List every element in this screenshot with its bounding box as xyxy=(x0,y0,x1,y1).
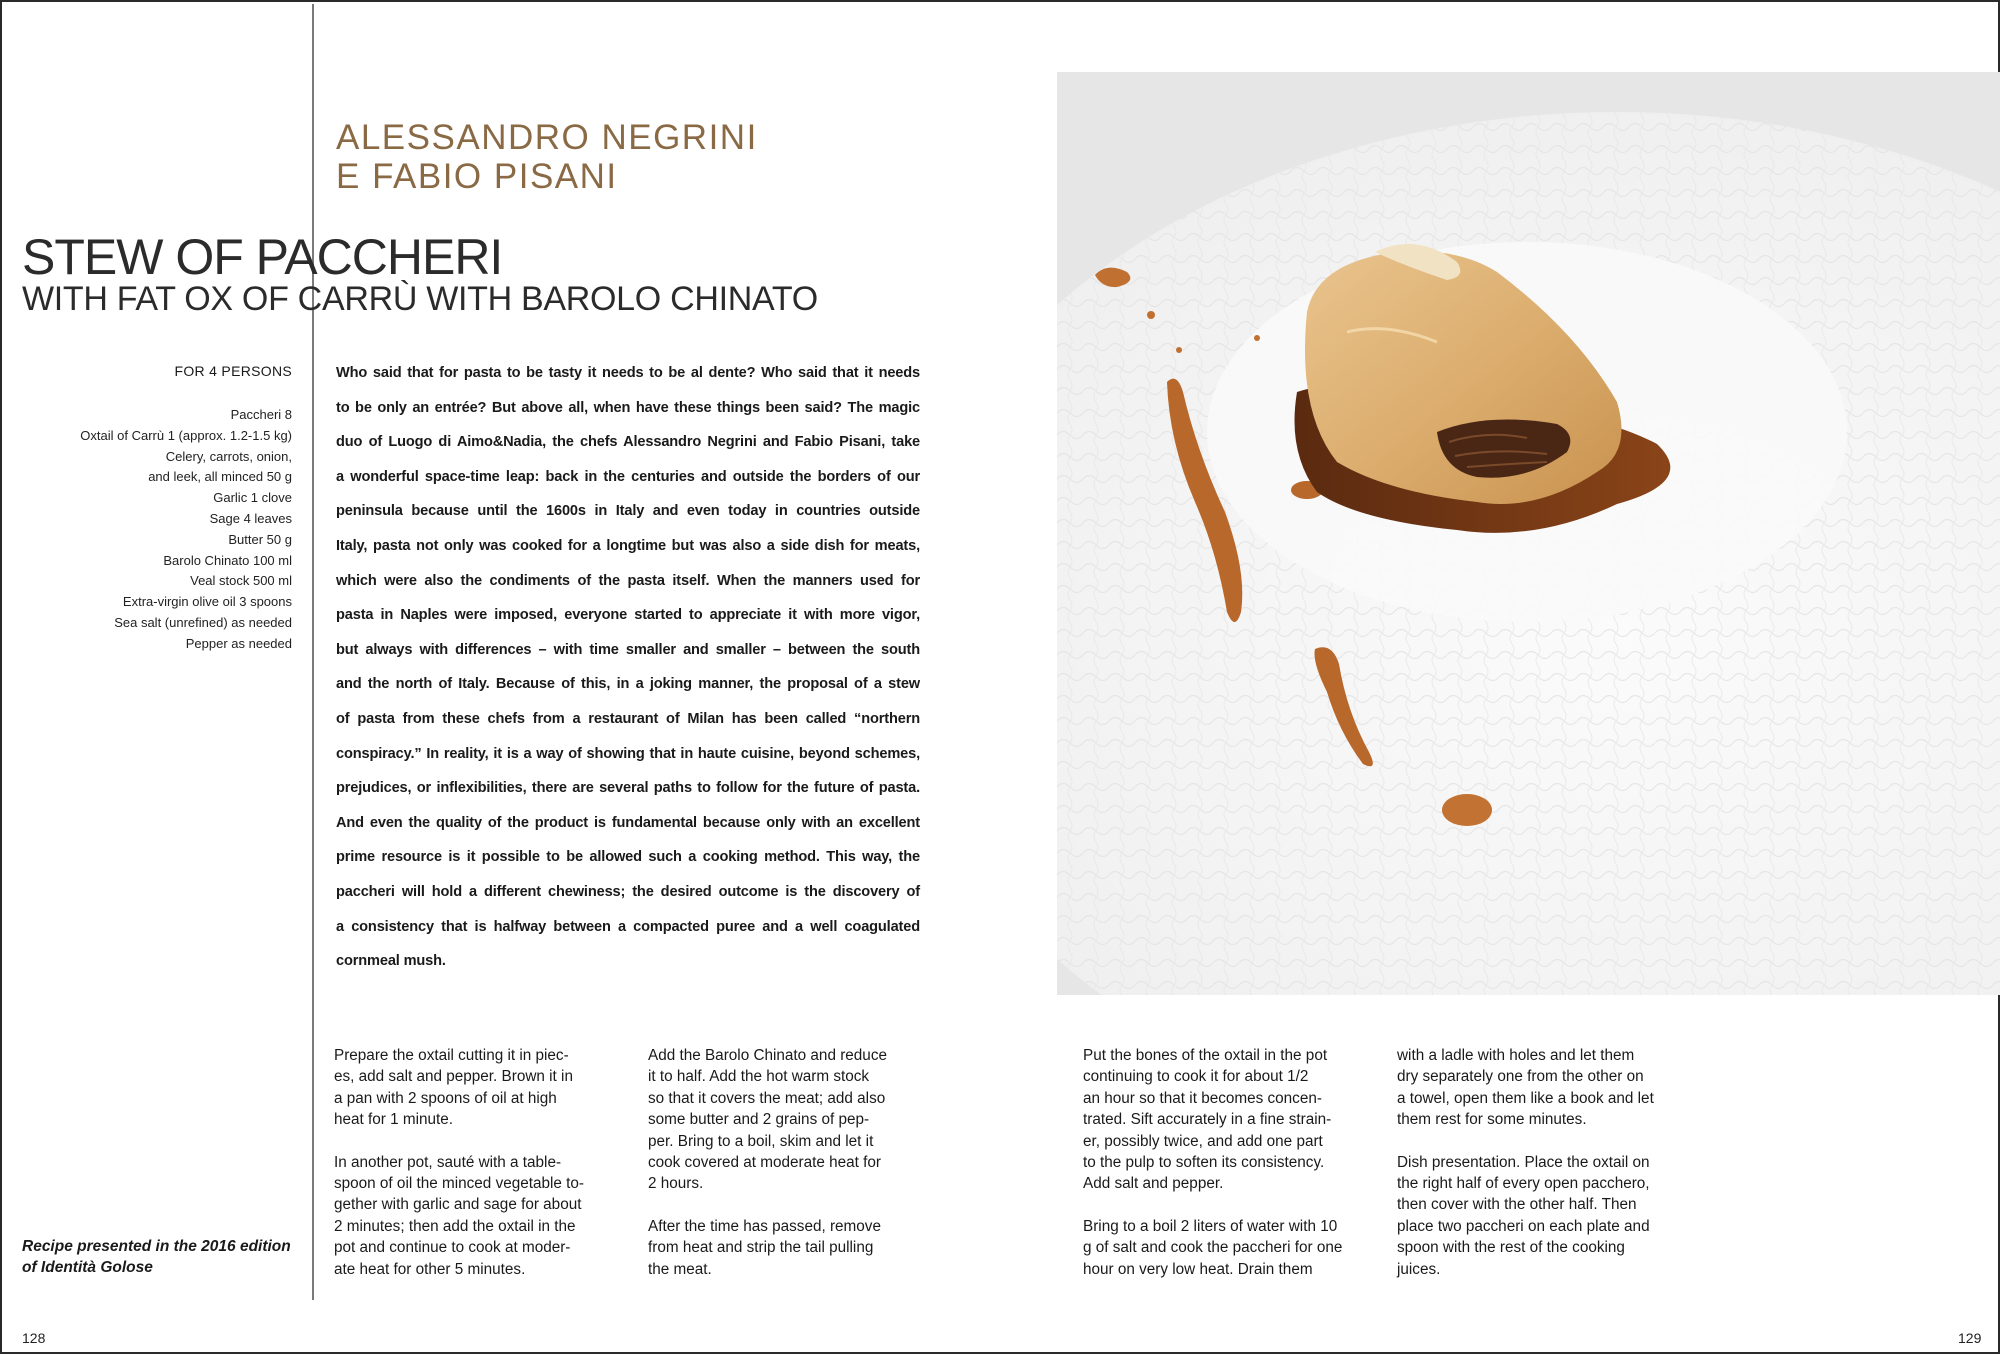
recipe-credit xyxy=(22,1236,297,1278)
method-line: pot and continue to cook at moder- xyxy=(334,1239,571,1257)
intro-line: a consistency that is halfway between a compacted puree and a well coagulated xyxy=(336,918,920,935)
sauce-dot xyxy=(1147,311,1155,319)
ingredient-item: Veal stock 500 ml xyxy=(190,573,292,589)
method-line: cook covered at moderate heat for xyxy=(648,1154,881,1172)
intro-line: And even the quality of the product is fundamental because only with an excellent xyxy=(336,814,920,831)
vertical-rule xyxy=(312,4,314,1300)
method-paragraph xyxy=(1397,1152,1667,1280)
method-column-1 xyxy=(334,1045,604,1301)
method-line: with a ladle with holes and let them xyxy=(1397,1047,1635,1064)
method-line: trated. Sift accurately in a fine strain- xyxy=(1083,1111,1332,1129)
method-line: 2 hours. xyxy=(648,1175,704,1193)
method-line: er, possibly twice, and add one part xyxy=(1083,1132,1323,1150)
method-line: heat for 1 minute. xyxy=(334,1111,454,1129)
method-line: Dish presentation. Place the oxtail on xyxy=(1397,1153,1650,1171)
method-paragraph xyxy=(1083,1216,1353,1280)
intro-line: a wonderful space-time leap: back in the centuries and outside the borders of our xyxy=(336,468,920,485)
sauce-drop xyxy=(1442,794,1492,826)
method-line: Put the bones of the oxtail in the pot xyxy=(1083,1047,1328,1064)
method-line: spoon of oil the minced vegetable to- xyxy=(334,1175,585,1193)
method-line: then cover with the other half. Then xyxy=(1397,1196,1637,1214)
method-line: Add the Barolo Chinato and reduce xyxy=(648,1047,887,1064)
servings-heading: FOR 4 PERSONS xyxy=(174,363,292,379)
method-line: a pan with 2 spoons of oil at high xyxy=(334,1089,557,1107)
ingredient-item: Paccheri 8 xyxy=(230,407,292,422)
method-line: the right half of every open pacchero, xyxy=(1397,1175,1650,1193)
intro-line: cornmeal mush. xyxy=(336,953,446,970)
method-column-2 xyxy=(648,1045,918,1301)
dish-photo-illustration xyxy=(1057,72,2000,995)
method-line: the meat. xyxy=(648,1260,712,1278)
ingredient-item: Butter 50 g xyxy=(228,531,292,547)
method-column-4 xyxy=(1397,1045,1667,1301)
ingredient-item: Garlic 1 clove xyxy=(213,490,292,506)
intro-line: which were also the condiments of the pasta itself. When the manners used for xyxy=(336,572,920,589)
method-line: place two paccheri on each plate and xyxy=(1397,1217,1650,1235)
ingredient-item: and leek, all minced 50 g xyxy=(148,469,292,485)
chef-name-line-1: ALESSANDRO NEGRINI xyxy=(336,118,758,157)
ingredient-item: Sage 4 leaves xyxy=(209,510,292,526)
method-line: per. Bring to a boil, skim and let it xyxy=(648,1132,874,1150)
method-paragraph xyxy=(1083,1045,1353,1195)
credit-line-1: Recipe presented in the 2016 edition xyxy=(22,1238,291,1255)
intro-line: Italy, pasta not only was cooked for a longtime but was also a side dish for meats, xyxy=(336,537,920,554)
method-line: from heat and strip the tail pulling xyxy=(648,1239,874,1257)
method-line: some butter and 2 grains of pep- xyxy=(648,1111,870,1129)
recipe-title: STEW OF PACCHERI xyxy=(22,229,503,285)
sauce-dot xyxy=(1254,335,1260,341)
intro-line: prejudices, or inflexibilities, there are several paths to follow for the future of pasta. xyxy=(336,780,920,797)
method-paragraph xyxy=(334,1045,604,1131)
intro-line: to be only an entrée? But above all, when have these things been said? The magic xyxy=(336,399,920,416)
method-line: In another pot, sauté with a table- xyxy=(334,1153,562,1171)
chef-names xyxy=(336,118,758,196)
ingredient-list xyxy=(22,405,292,655)
method-line: a towel, open them like a book and let xyxy=(1397,1089,1654,1107)
chef-name-line-2: E FABIO PISANI xyxy=(336,157,618,196)
method-paragraph xyxy=(648,1216,918,1280)
intro-line: conspiracy.” In reality, it is a way of showing that in haute cuisine, beyond schemes, xyxy=(336,745,920,762)
dish-photo xyxy=(1057,72,2000,995)
ingredient-item: Barolo Chinato 100 ml xyxy=(163,552,292,568)
method-line: them rest for some minutes. xyxy=(1397,1111,1587,1129)
intro-line: duo of Luogo di Aimo&Nadia, the chefs Alessandro Negrini and Fabio Pisani, take xyxy=(336,434,920,451)
method-paragraph xyxy=(1397,1045,1667,1131)
method-line: 2 minutes; then add the oxtail in the xyxy=(334,1217,576,1235)
method-line: Prepare the oxtail cutting it in piec- xyxy=(334,1047,569,1064)
intro-line: paccheri will hold a different chewiness; the desired outcome is the discovery of xyxy=(336,883,920,900)
intro-line: prime resource is it possible to be allowed such a cooking method. This way, the xyxy=(336,849,920,866)
method-line: es, add salt and pepper. Brown it in xyxy=(334,1068,573,1086)
ingredient-item: Extra-virgin olive oil 3 spoons xyxy=(122,594,292,610)
method-line: gether with garlic and sage for about xyxy=(334,1196,582,1214)
method-line: ate heat for other 5 minutes. xyxy=(334,1260,526,1278)
method-line: dry separately one from the other on xyxy=(1397,1068,1644,1086)
method-paragraph xyxy=(334,1152,604,1280)
method-line: g of salt and cook the paccheri for one xyxy=(1083,1239,1343,1257)
method-line: Add salt and pepper. xyxy=(1083,1175,1224,1193)
method-line: continuing to cook it for about 1/2 xyxy=(1083,1068,1309,1086)
method-paragraph xyxy=(648,1045,918,1195)
intro-line: peninsula because until the 1600s in Italy and even today in countries outside xyxy=(336,503,920,520)
ingredient-item: Pepper as needed xyxy=(185,635,292,651)
ingredient-item: Oxtail of Carrù 1 (approx. 1.2-1.5 kg) xyxy=(80,427,292,443)
intro-paragraph xyxy=(336,356,920,979)
page-number-right: 129 xyxy=(1958,1330,1982,1346)
method-column-3 xyxy=(1083,1045,1353,1301)
method-line: juices. xyxy=(1397,1260,1441,1278)
method-line: so that it covers the meat; add also xyxy=(648,1089,886,1107)
ingredient-item: Sea salt (unrefined) as needed xyxy=(114,614,292,630)
method-line: to the pulp to soften its consistency. xyxy=(1083,1154,1325,1172)
recipe-subtitle: WITH FAT OX OF CARRÙ WITH BAROLO CHINATO xyxy=(22,280,818,318)
method-line: Bring to a boil 2 liters of water with 10 xyxy=(1083,1217,1338,1235)
method-line: After the time has passed, remove xyxy=(648,1217,881,1235)
method-line: hour on very low heat. Drain them xyxy=(1083,1260,1313,1278)
sauce-dot xyxy=(1176,347,1182,353)
intro-line: pasta in Naples were imposed, everyone started to appreciate it with more vigor, xyxy=(336,607,920,624)
ingredient-item: Celery, carrots, onion, xyxy=(165,448,292,464)
method-line: spoon with the rest of the cooking xyxy=(1397,1239,1625,1257)
credit-line-2: of Identità Golose xyxy=(22,1259,153,1276)
method-line: it to half. Add the hot warm stock xyxy=(648,1068,870,1086)
page-number-left: 128 xyxy=(22,1330,46,1346)
intro-line: of pasta from these chefs from a restaurant of Milan has been called “northern xyxy=(336,710,920,727)
intro-line: but always with differences – with time smaller and smaller – between the south xyxy=(336,641,920,658)
method-line: an hour so that it becomes concen- xyxy=(1083,1089,1322,1107)
intro-line: Who said that for pasta to be tasty it needs to be al dente? Who said that it needs xyxy=(336,365,920,381)
intro-line: and the north of Italy. Because of this, in a joking manner, the proposal of a stew xyxy=(336,676,920,693)
